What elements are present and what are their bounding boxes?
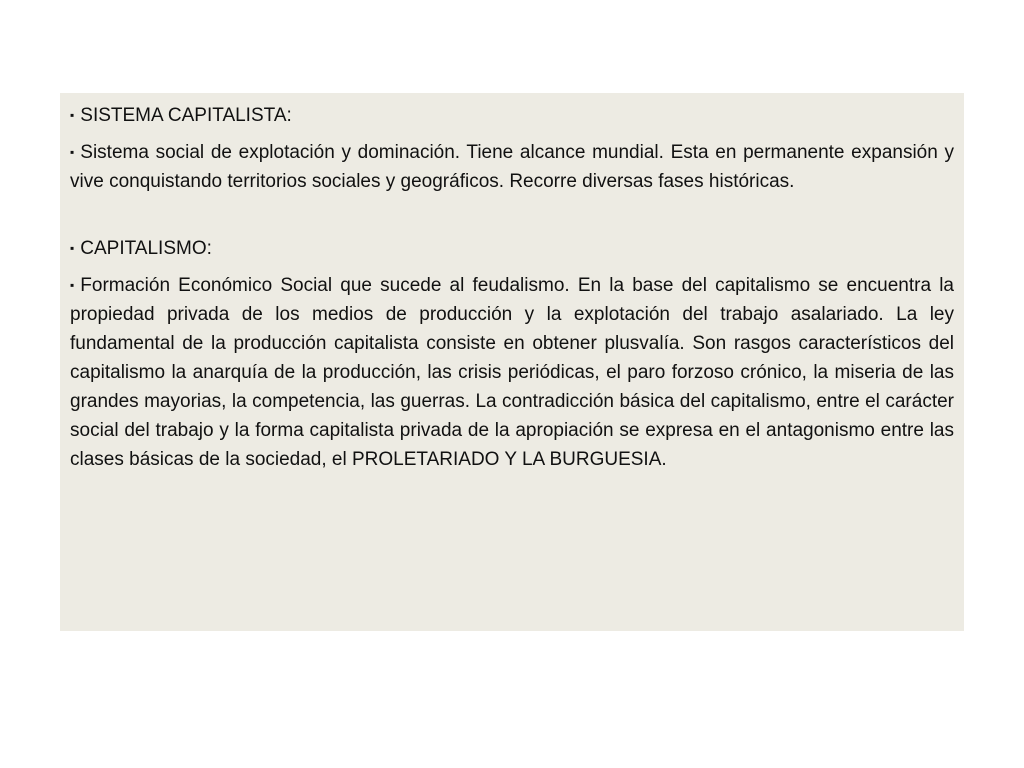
square-bullet-icon: ▪ — [70, 145, 75, 159]
section1-heading — [70, 101, 954, 130]
section2-heading-colon: : — [206, 238, 212, 259]
content-text-box — [60, 93, 964, 631]
section1-body — [70, 138, 954, 196]
square-bullet-icon: ▪ — [70, 108, 75, 122]
section1-body-text: Sistema social de explotación y dominación. Tiene alcance mundial. Esta en permanente expansión y vive conquistando territorios sociales y geográficos. Recorre diversas fases históricas. — [70, 142, 954, 192]
section1-heading-text: SISTEMA CAPITALISTA — [80, 105, 287, 126]
square-bullet-icon: ▪ — [70, 241, 75, 255]
section2-heading — [70, 234, 954, 263]
section1-heading-colon: : — [286, 105, 292, 126]
square-bullet-icon: ▪ — [70, 278, 75, 292]
section2-heading-text: CAPITALISMO — [80, 238, 207, 259]
section2-body-text: Formación Económico Social que sucede al feudalismo. En la base del capitalismo se encuentra la propiedad privada de los medios de producción y la explotación del trabajo asalariado. La ley fundamental de la producción capitalista consiste en obtener plusvalía. Son rasgos característicos del capitalismo la anarquía de la producción, las crisis periódicas, el paro forzoso crónico, la miseria de las grandes mayorias, la competencia, las guerras. La contradicción básica del capitalismo, entre el carácter social del trabajo y la forma capitalista privada de la apropiación se expresa en el antagonismo entre las clases básicas de la sociedad, el PROLETARIADO Y LA BURGUESIA. — [70, 275, 954, 470]
section2-body — [70, 271, 954, 474]
